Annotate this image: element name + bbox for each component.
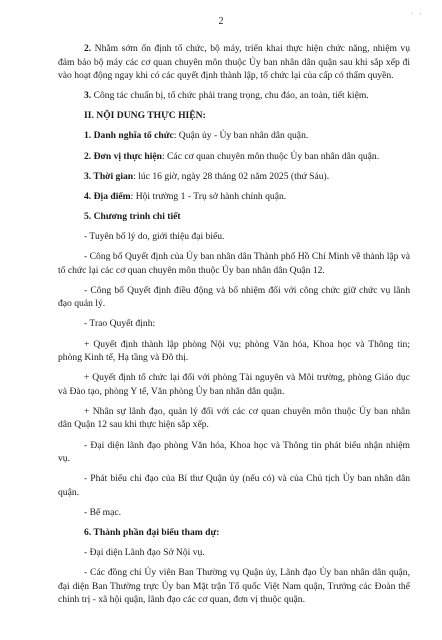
heading-attendees: 6. Thành phần đại biểu tham dự: — [84, 527, 220, 539]
section-heading-implementation: II. NỘI DUNG THỰC HIỆN: — [84, 110, 206, 122]
paragraph-location: 4. Địa điểm: Hội trường 1 - Trụ sở hành chính quận. — [84, 190, 287, 202]
program-subitem-establish: + Quyết định thành lập phòng Nội vụ; phòng Văn hóa, Khoa học và Thông tin; phòng Kinh tế, Hạ tầng và Đô thị. — [58, 338, 410, 364]
attendee-item-district-leaders: - Các đồng chí Ủy viên Ban Thường vụ Quận ủy, Lãnh đạo Ủy ban nhân dân quận, đại diện Ban Thường trực Ủy ban Mặt trận Tổ quốc Việt Nam quận, Trưởng các Đoàn thể chính trị - xã hội quận, lãnh đạo các cơ quan, đơn vị thuộc quận. — [58, 567, 410, 606]
paragraph-objective-3: 3. Công tác chuẩn bị, tổ chức phải trang trọng, chu đáo, an toàn, tiết kiệm. — [84, 90, 369, 102]
attendee-item-department: - Đại diện Lãnh đạo Sở Nội vụ. — [84, 547, 205, 559]
program-item-announce-appointment: - Công bố Quyết định điều động và bổ nhiệm đối với công chức giữ chức vụ lãnh đạo quản lý. — [58, 284, 410, 310]
paragraph-organizer: 1. Danh nghĩa tổ chức: Quận ủy - Ủy ban nhân dân quận. — [84, 130, 309, 142]
page-number: 2 — [218, 16, 224, 27]
program-item-announce-decision: - Công bố Quyết định của Ủy ban nhân dân Thành phố Hồ Chí Minh về thành lập và tổ chức lại các cơ quan chuyên môn thuộc Ủy ban nhân dân Quận 12. — [58, 251, 410, 276]
program-item-closing: - Bế mạc. — [84, 506, 122, 518]
corner-mark: ʿ ʾ — [410, 12, 424, 21]
paragraph-objective-2: 2. Nhằm sớm ổn định tổ chức, bộ máy, triển khai thực hiện chức năng, nhiệm vụ đảm bảo bộ máy các cơ quan chuyên môn thuộc Ủy ban nhân dân quận sau khi sắp xếp đi vào hoạt động ngay khi có các quyết định thành lập, tổ chức lại của cấp có thẩm quyền. — [58, 43, 410, 82]
program-subitem-reorganize: + Quyết định tổ chức lại đối với phòng Tài nguyên và Môi trường, phòng Giáo dục và Đào tạo, phòng Y tế, Văn phòng Ủy ban nhân dân quận. — [58, 372, 410, 397]
program-item-directive-speech: - Phát biểu chỉ đạo của Bí thư Quận ủy (nếu có) và của Chủ tịch Ủy ban nhân dân quận. — [58, 473, 410, 498]
document-body — [58, 42, 410, 614]
paragraph-time: 3. Thời gian: lúc 16 giờ, ngày 28 tháng 02 năm 2025 (thứ Sáu). — [84, 170, 330, 182]
program-subitem-personnel: + Nhân sự lãnh đạo, quản lý đối với các cơ quan chuyên môn thuộc Ủy ban nhân dân Quận 12 sau khi thực hiện sắp xếp. — [58, 405, 410, 431]
paragraph-executing-unit: 2. Đơn vị thực hiện: Các cơ quan chuyên môn thuộc Ủy ban nhân dân quận. — [84, 150, 380, 162]
program-item-award-decisions: - Trao Quyết định: — [84, 318, 156, 330]
program-item-acceptance-speech: - Đại diện lãnh đạo phòng Văn hóa, Khoa học và Thông tin phát biểu nhận nhiệm vụ. — [58, 439, 410, 465]
program-item-opening: - Tuyên bố lý do, giới thiệu đại biểu. — [84, 230, 225, 242]
heading-detailed-program: 5. Chương trình chi tiết — [84, 210, 181, 222]
